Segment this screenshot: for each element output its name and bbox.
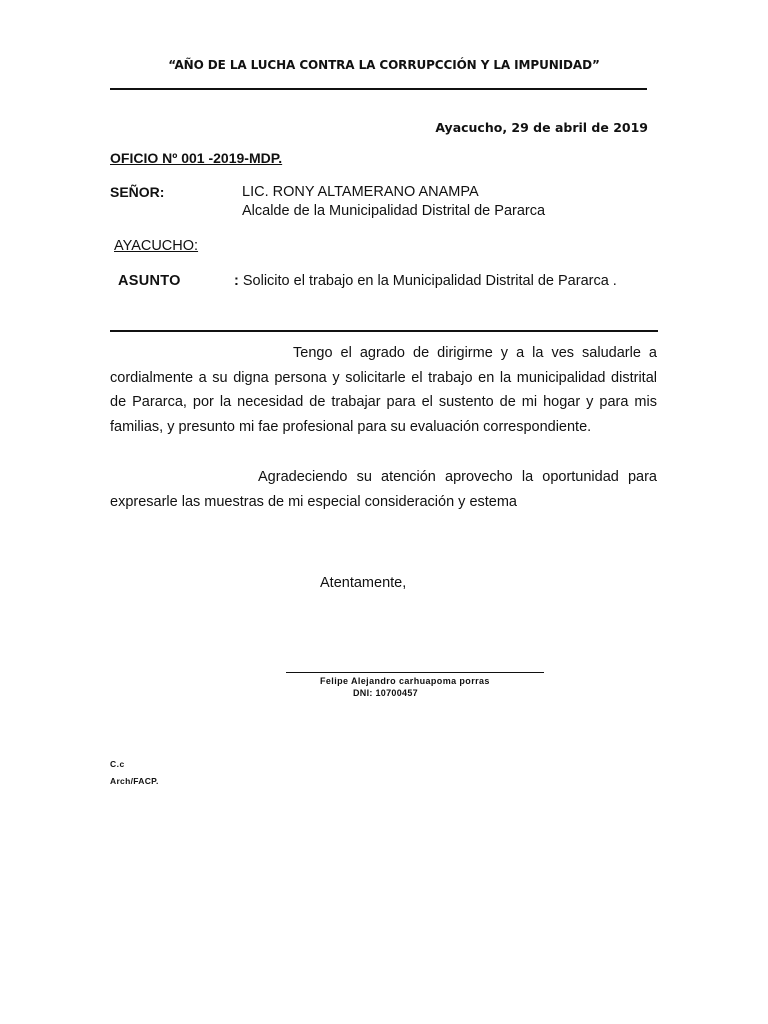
recipient-label: SEÑOR:	[110, 184, 165, 200]
footer-cc: C.c	[110, 759, 125, 769]
body-paragraph-1: Tengo el agrado de dirigirme y a la ves saludarle a cordialmente a su digna persona y solicitarle el trabajo en la municipalidad distrital de Pararca, por la necesidad de trabajar para el sustento de mi hogar y para mis familias, y presunto mi fae profesional para su evaluación correspondiente.	[110, 345, 657, 435]
recipient-name: LIC. RONY ALTAMERANO ANAMPA	[242, 184, 479, 200]
subject-colon: :	[234, 273, 239, 289]
document-number: OFICIO Nº 001 -2019-MDP.	[110, 150, 283, 166]
header-divider	[110, 88, 647, 90]
signature-line	[286, 672, 544, 673]
signature-dni: DNI: 10700457	[353, 688, 418, 698]
footer-archive: Arch/FACP.	[110, 776, 159, 786]
subject-line	[234, 273, 617, 289]
subject-divider	[110, 330, 658, 332]
recipient-title: Alcalde de la Municipalidad Distrital de Pararca	[242, 203, 546, 219]
subject-value: Solicito el trabajo en la Municipalidad Distrital de Pararca .	[238, 273, 617, 289]
header-motto: “AÑO DE LA LUCHA CONTRA LA CORRUPCCIÓN Y LA IMPUNIDAD”	[168, 58, 600, 72]
date-line: Ayacucho, 29 de abril de 2019	[435, 120, 648, 135]
city-label: AYACUCHO:	[114, 238, 199, 254]
body-paragraph-2: Agradeciendo su atención aprovecho la oportunidad para expresarle las muestras de mi especial consideración y estema	[110, 469, 657, 510]
closing: Atentamente,	[320, 575, 407, 591]
signature-name: Felipe Alejandro carhuapoma porras	[320, 676, 490, 686]
subject-label: ASUNTO	[118, 273, 181, 289]
